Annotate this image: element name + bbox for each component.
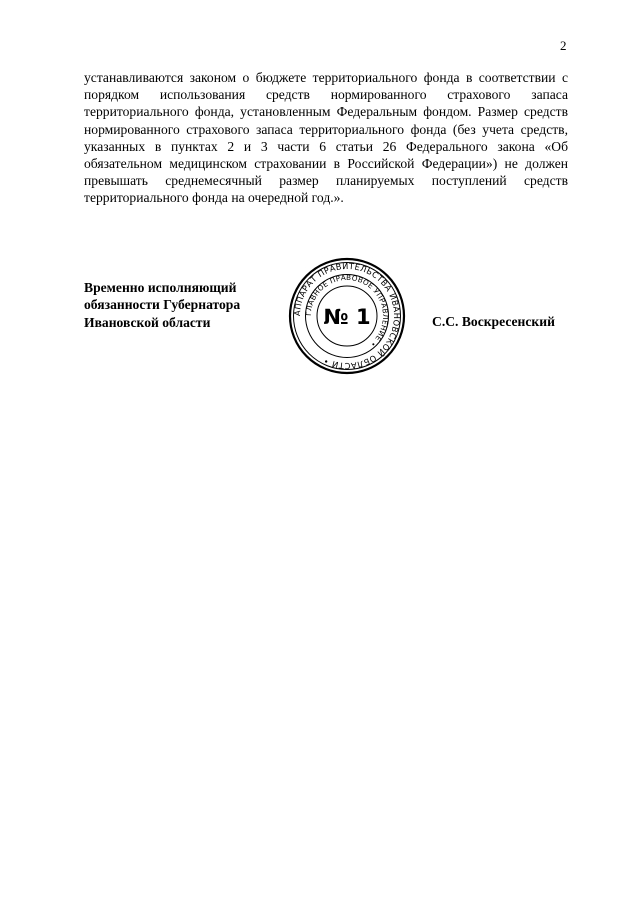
seal-outer-text: АППАРАТ ПРАВИТЕЛЬСТВА ИВАНОВСКОЙ ОБЛАСТИ • (291, 260, 403, 372)
signatory-title-line: Временно исполняющий (84, 280, 237, 295)
signatory-title-line: обязанности Губернатора (84, 297, 241, 313)
signer-name: С.С. Воскресенский (432, 314, 555, 329)
seal-inner-text: ГЛАВНОЕ ПРАВОВОЕ УПРАВЛЕНИЕ • (303, 272, 391, 350)
page-number: 2 (560, 38, 567, 53)
body-paragraph: устанавливаются законом о бюджете территориального фонда в соответствии с порядком использования средств нормированного страхового запаса территориального фонда, установленным Федеральным фондом. Размер средств нормированного страхового запаса территориального фонда (без учета средств, указанных в пунктах 2 и 3 части 6 статьи 26 Федерального закона «Об обязательном медицинском страховании в Российской Федерации») не должен превышать среднемесячный размер планируемых поступлений средств территориального фонда на очередной год.». (84, 70, 568, 206)
official-seal-icon (287, 256, 407, 376)
signatory-title-line: Ивановской области (84, 314, 211, 330)
signatory-title (84, 279, 240, 331)
seal-center-text: № 1 (323, 305, 371, 329)
